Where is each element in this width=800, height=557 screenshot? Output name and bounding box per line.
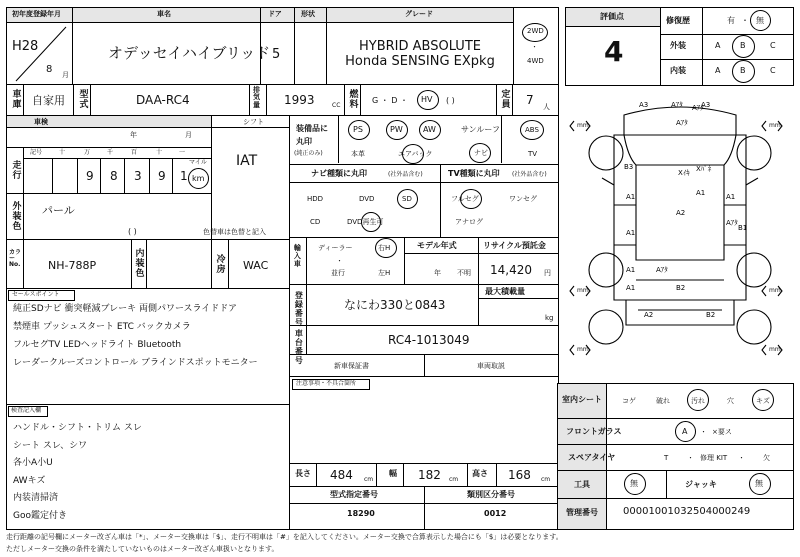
equip-leather: 本革 bbox=[351, 150, 365, 158]
equip-tv: TV bbox=[528, 150, 538, 158]
tv-type-sub: (社外品含む) bbox=[512, 171, 547, 178]
damage-label: Xﾊﾟﾈ bbox=[696, 165, 712, 173]
exterior-a: A bbox=[715, 41, 721, 50]
type-designation-value: 18290 bbox=[347, 509, 375, 518]
fuel-options: G ・ D ・ bbox=[372, 96, 408, 105]
seat-tear: 破れ bbox=[656, 397, 670, 405]
equip-navi: ナビ bbox=[474, 149, 488, 157]
windshield-a: A bbox=[682, 427, 688, 436]
damage-label: Aｱﾀ bbox=[676, 119, 688, 127]
mileage-digit-label: 十 bbox=[59, 149, 66, 156]
equip-abs: ABS bbox=[525, 126, 539, 134]
mileage-digit: 8 bbox=[110, 169, 118, 183]
seat-scratch: キズ bbox=[756, 397, 770, 405]
damage-label: B3 bbox=[624, 163, 634, 171]
footer-note-2: ただしメーター交換の条件を満たしていないものはメーター改ざん車扱いとなります。 bbox=[6, 545, 279, 553]
damage-label: A1 bbox=[626, 284, 636, 292]
inspector-line: シート スレ、シワ bbox=[13, 440, 88, 451]
repair-dot: ・ bbox=[741, 16, 749, 25]
mileage-digit: 9 bbox=[158, 169, 166, 183]
equip-sunroof: サンルーフ bbox=[461, 125, 500, 134]
interior-label: 内装 bbox=[670, 66, 686, 75]
seat-hole: 穴 bbox=[727, 397, 734, 405]
interior-a: A bbox=[715, 66, 721, 75]
navi-sd: SD bbox=[402, 195, 412, 203]
seat-label: 室内シート bbox=[562, 395, 602, 404]
damage-label: B2 bbox=[706, 311, 716, 319]
navi-dvd: DVD bbox=[359, 195, 375, 203]
mileage-digit-label: 十 bbox=[156, 149, 163, 156]
reg-year: H28 bbox=[12, 39, 39, 54]
damage-label: A1 bbox=[696, 189, 706, 197]
notes-label: 注意事項・不具合箇所 bbox=[296, 380, 357, 387]
mileage-digit-label: 百 bbox=[131, 149, 138, 156]
spare-tire-label: スペアタイヤ bbox=[568, 453, 616, 462]
damage-label: B1 bbox=[738, 224, 748, 232]
diagram-unit-6: mm bbox=[769, 346, 781, 353]
capacity-value: 7 bbox=[526, 93, 534, 107]
sales-point-line: フルセグTV LEDヘッドライト Bluetooth bbox=[13, 340, 182, 350]
type-designation-label: 型式指定番号 bbox=[330, 490, 378, 499]
mgmt-label: 管理番号 bbox=[566, 508, 598, 517]
damage-label: A3 bbox=[701, 101, 711, 109]
height-unit: cm bbox=[541, 476, 551, 483]
import-label: 輸入車 bbox=[293, 244, 302, 268]
km-unit: km bbox=[192, 174, 205, 183]
mileage-digit: 1 bbox=[180, 169, 188, 183]
cc-unit: CC bbox=[332, 102, 341, 109]
reg-month-unit: 月 bbox=[62, 71, 69, 79]
grade-label: グレード bbox=[405, 10, 433, 18]
category-value: 0012 bbox=[484, 509, 507, 518]
damage-label: A1 bbox=[626, 193, 636, 201]
width-label: 幅 bbox=[389, 469, 397, 478]
interior-color-label: 内装色 bbox=[133, 248, 144, 278]
capacity-label: 定員 bbox=[499, 89, 510, 109]
mileage-digit: 3 bbox=[134, 169, 142, 183]
exterior-label: 外装 bbox=[670, 41, 686, 50]
chassis-label: 車台番号 bbox=[294, 329, 304, 365]
import-dot: ・ bbox=[336, 257, 343, 265]
width-unit: cm bbox=[449, 476, 459, 483]
inspector-line: 各小A小U bbox=[13, 458, 53, 468]
navi-cd: CD bbox=[310, 218, 321, 226]
drive-4wd: 4WD bbox=[527, 57, 544, 65]
drive-2wd: 2WD bbox=[527, 27, 544, 35]
model-code: DAA-RC4 bbox=[136, 93, 190, 107]
length-unit: cm bbox=[364, 476, 374, 483]
first-reg-label: 初年度登録年月 bbox=[12, 10, 61, 18]
model-label: 型式 bbox=[77, 89, 88, 109]
shift-label: シフト bbox=[243, 118, 264, 126]
recycle-value: 14,420 bbox=[490, 263, 532, 277]
windshield-label: フロントガラス bbox=[566, 427, 622, 436]
fuel-hv: HV bbox=[421, 95, 433, 104]
category-label: 類別区分番号 bbox=[467, 490, 515, 499]
import-dealer: ディーラー bbox=[318, 244, 353, 252]
color-value: パール bbox=[42, 204, 75, 217]
mgmt-value: 00001001032504000249 bbox=[623, 506, 751, 517]
tv-analog: アナログ bbox=[455, 218, 483, 226]
tv-fullseg: フルセグ bbox=[451, 195, 479, 203]
capacity-unit: 人 bbox=[543, 103, 550, 111]
use-value: 自家用 bbox=[32, 94, 65, 107]
damage-label: A2 bbox=[676, 209, 686, 217]
spare-none: 欠 bbox=[763, 454, 770, 462]
sales-points-title: セールスポイント bbox=[12, 291, 60, 298]
inspection-year: 年 bbox=[130, 131, 137, 139]
equip-ps: PS bbox=[353, 125, 363, 134]
damage-label: A3 bbox=[639, 101, 649, 109]
inspector-line: AWキズ bbox=[13, 475, 46, 486]
score-label: 評価点 bbox=[600, 12, 624, 21]
grade-line2: Honda SENSING EXpkg bbox=[345, 54, 495, 69]
spare-kit: 修理 KIT bbox=[700, 454, 728, 462]
diagram-unit-3: mm bbox=[577, 287, 589, 294]
max-load-unit: kg bbox=[545, 314, 554, 322]
car-name-label: 車名 bbox=[157, 10, 171, 18]
footer-note-1: 走行距離の記号欄にメーター改ざん車は「*」、メーター交換車は「$」、走行不明車は「#」を記入してください。メーター交換で合算表示した場合にも「$」は必要となります。 bbox=[6, 533, 563, 541]
color-no-value: NH-788P bbox=[48, 259, 97, 272]
inspector-line: 内装清掃済 bbox=[13, 493, 59, 503]
mileage-digit-label: 記号 bbox=[30, 149, 43, 156]
seat-koge: コゲ bbox=[622, 397, 636, 405]
chassis-value: RC4-1013049 bbox=[388, 333, 470, 347]
damage-label: Aｱﾀ bbox=[726, 219, 738, 227]
score-value: 4 bbox=[604, 35, 624, 68]
equip-pw: PW bbox=[390, 125, 403, 134]
fuel-paren: ( ) bbox=[446, 96, 455, 105]
damage-label: Aｱﾀ bbox=[671, 101, 683, 109]
height-value: 168 bbox=[508, 468, 531, 482]
inspection-label: 車検 bbox=[34, 118, 48, 126]
jack-value: 無 bbox=[755, 479, 763, 488]
model-year-label: モデル年式 bbox=[417, 241, 457, 250]
damage-label: Aｱﾀ bbox=[656, 266, 668, 274]
exterior-c: C bbox=[770, 41, 776, 50]
mileage-digit: 9 bbox=[86, 169, 94, 183]
damage-label: B2 bbox=[676, 284, 686, 292]
aircon-value: WAC bbox=[243, 259, 269, 272]
damage-label: A1 bbox=[726, 193, 736, 201]
repair-label: 修復歴 bbox=[666, 16, 690, 25]
diagram-unit-2: mm bbox=[769, 122, 781, 129]
damage-label: A1 bbox=[626, 229, 636, 237]
mileage-label: 走行 bbox=[10, 160, 21, 180]
inspection-month: 月 bbox=[185, 131, 192, 139]
tv-type-title: TV種類に丸印 bbox=[448, 169, 500, 178]
exterior-b: B bbox=[740, 41, 746, 50]
import-parallel: 並行 bbox=[331, 269, 345, 277]
color-note-paren: ( ) bbox=[128, 227, 137, 236]
seat-stain: 汚れ bbox=[691, 397, 705, 405]
mileage-digit-label: 万 bbox=[84, 149, 91, 156]
drive-dot: ・ bbox=[531, 43, 538, 51]
equip-label1: 装備品に bbox=[296, 124, 328, 133]
color-note: 色替車は色替と記入 bbox=[203, 228, 266, 236]
equip-airbag: エアバック bbox=[398, 150, 433, 158]
diagram-unit-5: mm bbox=[577, 346, 589, 353]
damage-label: Aｱﾀ bbox=[692, 104, 704, 112]
mileage-digit-label: 千 bbox=[107, 149, 114, 156]
manual-label: 車両取説 bbox=[477, 362, 505, 370]
aircon-label: 冷房 bbox=[214, 254, 225, 274]
reg-month: 8 bbox=[46, 64, 53, 75]
repair-yes: 有 bbox=[727, 16, 735, 25]
inspector-line: ハンドル・シフト・トリム スレ bbox=[13, 423, 142, 433]
damage-label: A2 bbox=[644, 311, 654, 319]
max-load-label: 最大積載量 bbox=[485, 287, 525, 296]
displacement-label: 排気量 bbox=[253, 86, 260, 109]
interior-b: B bbox=[740, 66, 746, 75]
repair-no: 無 bbox=[756, 16, 764, 25]
import-left: 左H bbox=[378, 269, 391, 277]
navi-dvd-play: DVD再生可 bbox=[347, 218, 384, 226]
spare-dot2: ・ bbox=[738, 454, 745, 462]
diagram-unit-4: mm bbox=[769, 287, 781, 294]
displacement-value: 1993 bbox=[284, 93, 315, 107]
model-year-unknown: 不明 bbox=[457, 269, 471, 277]
equip-label2: 丸印 bbox=[296, 137, 312, 146]
warranty-label: 新車保証書 bbox=[334, 362, 369, 370]
mileage-digit-label: 一 bbox=[179, 149, 186, 156]
fuel-label: 燃料 bbox=[347, 89, 358, 109]
length-value: 484 bbox=[330, 468, 353, 482]
equip-aw: AW bbox=[423, 125, 436, 134]
tv-oneseg: ワンセグ bbox=[509, 195, 537, 203]
shift-value: IAT bbox=[236, 153, 258, 169]
use-label: 車庫 bbox=[10, 89, 21, 109]
spare-t: T bbox=[664, 454, 669, 462]
model-year-unit: 年 bbox=[434, 269, 441, 277]
shape-label: 形状 bbox=[301, 10, 315, 18]
navi-hdd: HDD bbox=[307, 195, 324, 203]
height-label: 高さ bbox=[472, 469, 488, 478]
windshield-x: ×要ス bbox=[712, 428, 732, 436]
color-no-label: カラーNo. bbox=[9, 249, 22, 268]
doors: 5 bbox=[272, 47, 281, 62]
sales-point-line: 禁煙車 プッシュスタート ETC バックカメラ bbox=[13, 322, 191, 332]
length-label: 長さ bbox=[295, 469, 311, 478]
registration-label: 登録番号 bbox=[294, 291, 304, 327]
width-value: 182 bbox=[418, 468, 441, 482]
import-right: 右H bbox=[378, 244, 391, 252]
windshield-dot: ・ bbox=[700, 428, 707, 436]
navi-type-sub: (社外品含む) bbox=[388, 171, 423, 178]
recycle-label: リサイクル預託金 bbox=[483, 241, 546, 250]
diagram-unit-1: mm bbox=[577, 122, 589, 129]
navi-type-title: ナビ種類に丸印 bbox=[311, 169, 367, 178]
mile-unit: マイル bbox=[189, 159, 207, 166]
damage-label: A1 bbox=[626, 266, 636, 274]
interior-c: C bbox=[770, 66, 776, 75]
grade-line1: HYBRID ABSOLUTE bbox=[359, 39, 481, 54]
car-name: オデッセイハイブリッド bbox=[108, 44, 271, 62]
spare-dot1: ・ bbox=[687, 454, 694, 462]
inspector-line: Goo鑑定付き bbox=[13, 510, 67, 521]
damage-label: Xｲｷ bbox=[678, 169, 690, 177]
color-label: 外装色 bbox=[10, 201, 21, 231]
sales-point-line: レーダークルーズコントロール ブラインドスポットモニター bbox=[13, 358, 258, 368]
recycle-unit: 円 bbox=[544, 269, 551, 277]
door-label: ドア bbox=[268, 10, 282, 18]
jack-label: ジャッキ bbox=[685, 480, 717, 489]
inspector-title: 検査記入欄 bbox=[11, 407, 42, 414]
tools-label: 工具 bbox=[574, 480, 590, 489]
tools-value: 無 bbox=[630, 479, 638, 488]
vehicle-damage-diagram bbox=[566, 95, 794, 375]
equip-label3: (純正のみ) bbox=[294, 150, 323, 157]
sales-point-line: 純正SDナビ 衝突軽減ブレーキ 両側パワースライドドア bbox=[13, 304, 238, 314]
registration-value: なにわ330と0843 bbox=[344, 298, 446, 312]
